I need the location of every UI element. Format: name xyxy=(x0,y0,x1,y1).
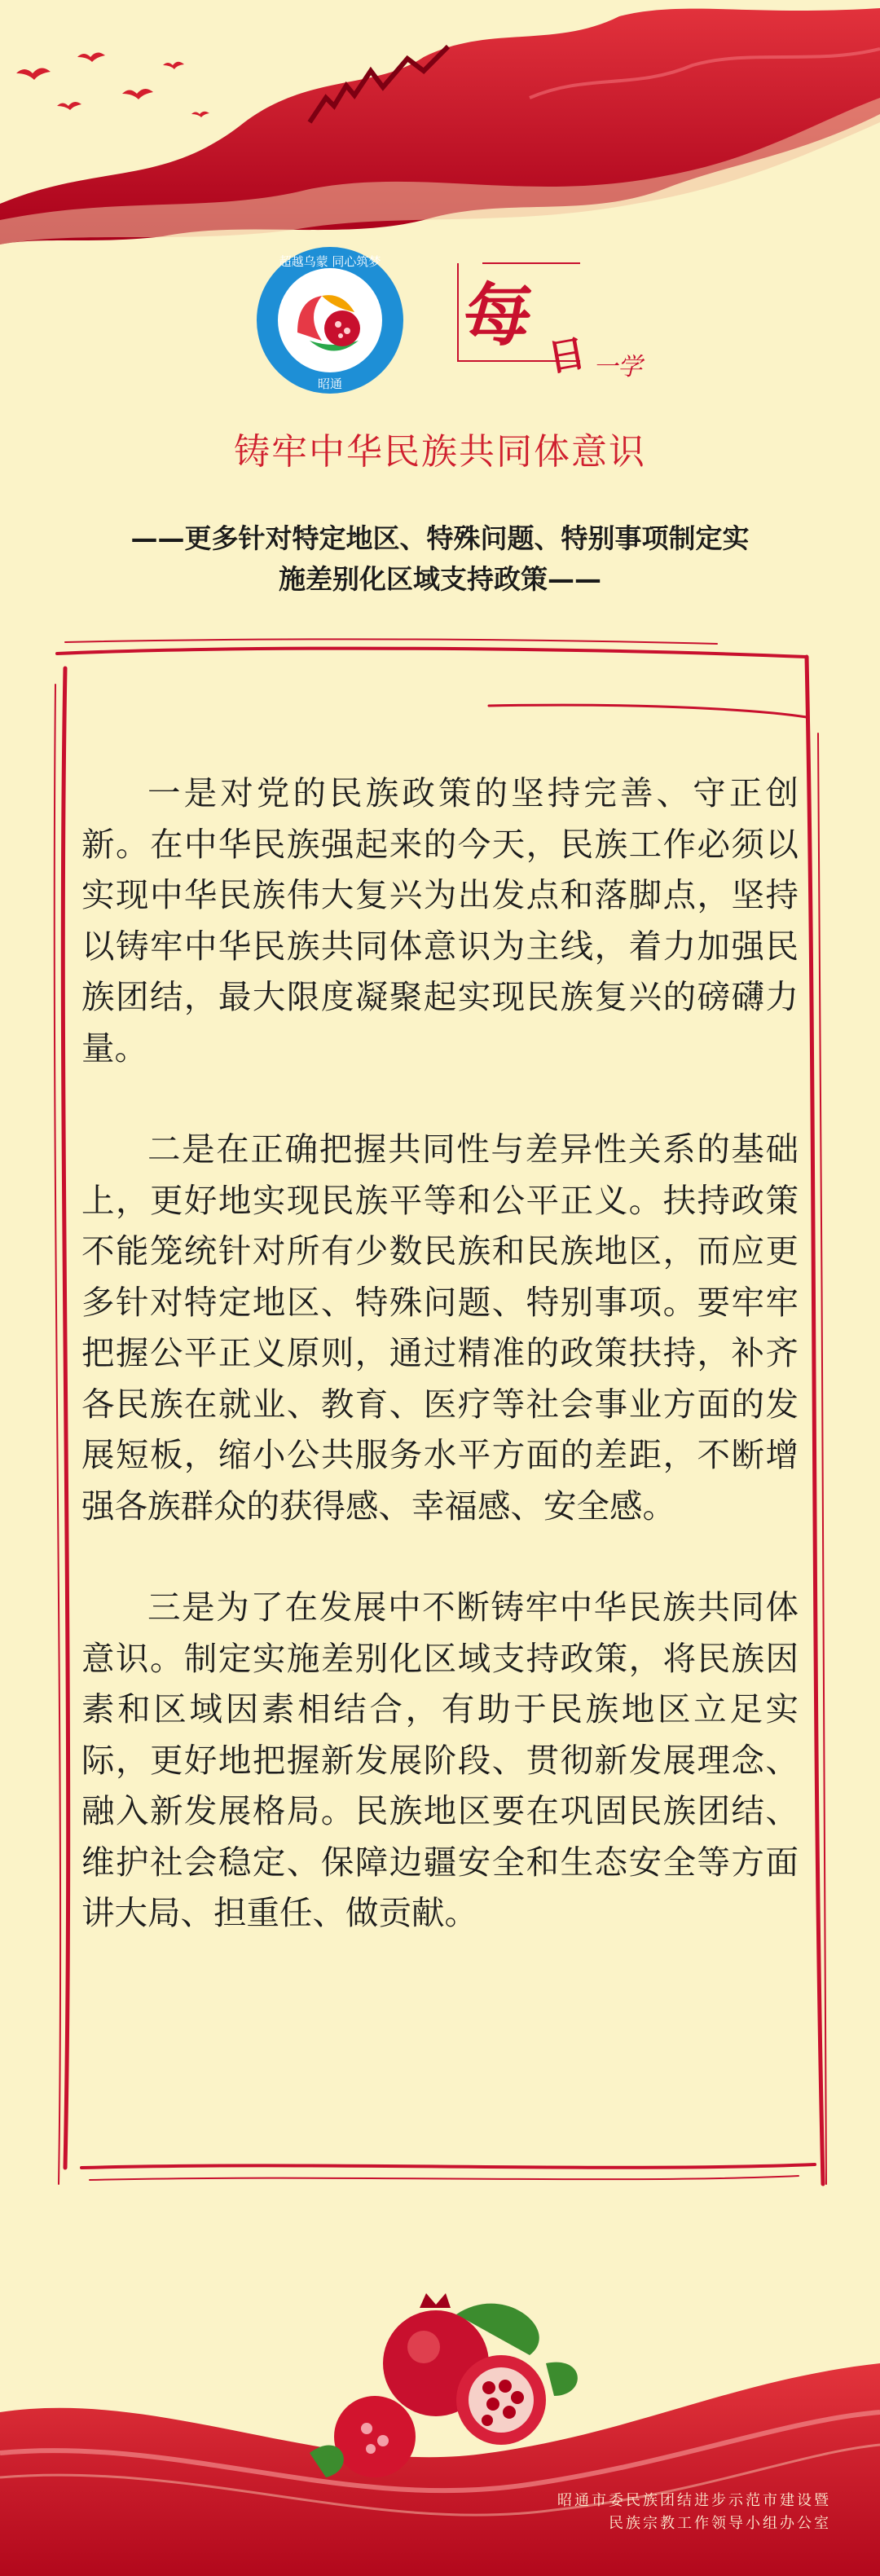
daily-yixue-text: 一学 xyxy=(593,353,642,381)
emblem-ring-text: 超越乌蒙 同心筑梦 xyxy=(279,254,381,269)
footer-organization xyxy=(557,2490,831,2535)
zhaotong-unity-emblem xyxy=(253,243,407,398)
daily-ri-char: 日 xyxy=(544,330,589,381)
daily-mei-char: 每 xyxy=(458,275,539,355)
paragraph-1: 一是对党的民族政策的坚持完善、守正创新。在中华民族强起来的今天，民族工作必须以实现中华民族伟大复兴为出发点和落脚点，坚持以铸牢中华民族共同体意识为主线，着力加强民族团结，最大限度凝聚起实现民族复兴的磅礴力量。 xyxy=(81,773,799,1068)
page-subtitle: ——更多针对特定地区、特殊问题、特别事项制定实施差别化区域支持政策—— xyxy=(130,522,750,595)
emblem-bottom-text: 昭通 xyxy=(317,376,343,391)
paragraph-3: 三是为了在发展中不断铸牢中华民族共同体意识。制定实施差别化区域支持政策，将民族因素和区域因素相结合，有助于民族地区立足实际，更好地把握新发展阶段、贯彻新发展理念、融入新发展格局。民族地区要在巩固民族团结、维护社会稳定、保障边疆安全和生态安全等方面讲大局、担重任、做贡献。 xyxy=(81,1587,799,1932)
page-title: 铸牢中华民族共同体意识 xyxy=(234,431,646,473)
flying-doves-icon xyxy=(0,33,228,147)
footer-line-2: 民族宗教工作领导小组办公室 xyxy=(609,2515,831,2532)
paragraph-2: 二是在正确把握共同性与差异性关系的基础上，更好地实现民族平等和公平正义。扶持政策不能笼统针对所有少数民族和民族地区，而应更多针对特定地区、特殊问题、特别事项。要牢牢把握公平正义原则，通过精准的政策扶持，补齐各民族在就业、教育、医疗等社会事业方面的发展短板，缩小公共服务水平方面的差距，不断增强各族群众的获得感、幸福感、安全感。 xyxy=(81,1129,799,1526)
footer-line-1: 昭通市委民族团结进步示范市建设暨 xyxy=(557,2492,831,2509)
article-body xyxy=(81,768,799,1989)
